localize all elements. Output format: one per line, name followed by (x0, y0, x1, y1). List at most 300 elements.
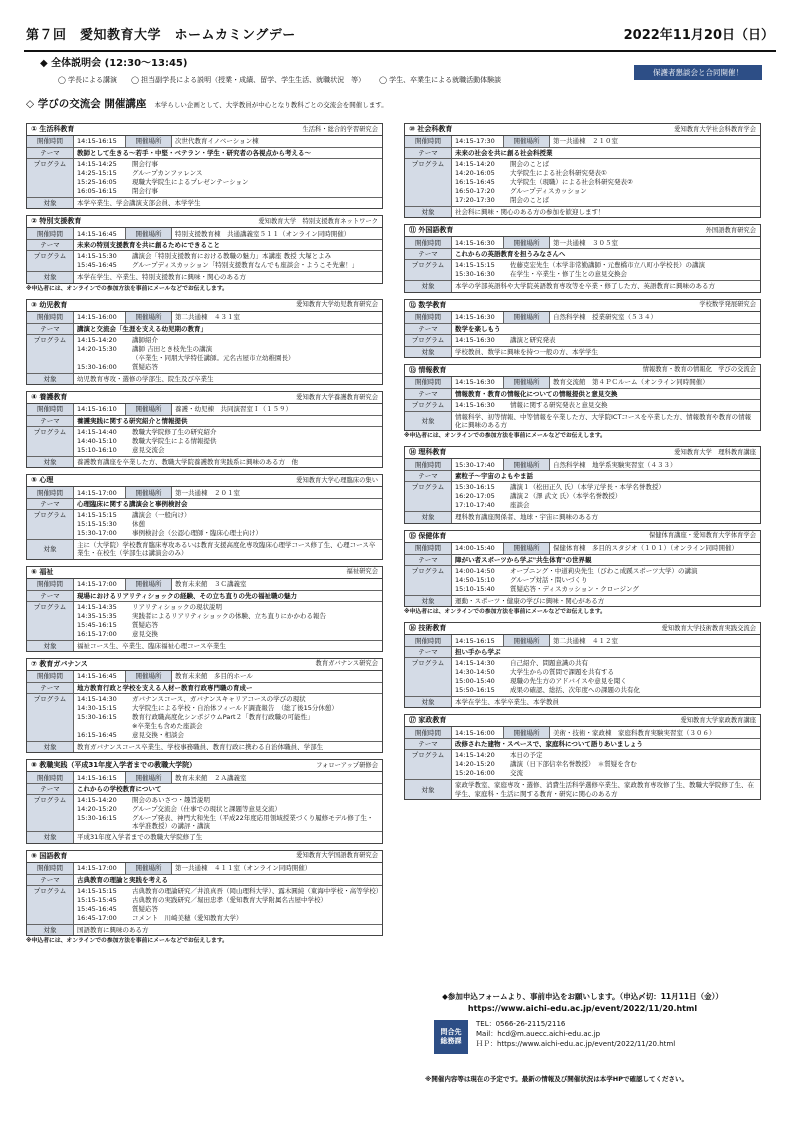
program-list (74, 886, 382, 924)
program-time: 14:20-15:30 (77, 344, 117, 353)
program-list (452, 482, 760, 511)
time-label: 開催時間 (27, 312, 74, 323)
theme-label: テーマ (27, 416, 74, 426)
target-label: 対象 (405, 697, 452, 707)
course-card (404, 714, 761, 799)
card-header (405, 300, 760, 312)
program-item (77, 187, 379, 196)
time-value: 14:15-16:45 (74, 671, 126, 682)
place-label: 開催場所 (126, 671, 172, 682)
course-organizer: 学校数学発展研究会 (699, 301, 756, 309)
program-time: 15:10-15:40 (455, 584, 495, 593)
program-content: 講演２（澤 武文 氏）（本学名誉教授） (510, 492, 622, 501)
target-label: 対象 (405, 281, 452, 291)
program-content: 講師紹介 (132, 335, 158, 344)
time-place-row (405, 377, 760, 388)
target-label: 対象 (27, 540, 74, 558)
program-content: 開会のことば (510, 160, 549, 169)
program-time: 15:30-16:15 (77, 712, 117, 721)
target-value: 主に（大学院）学校教育臨床専攻あるいは教育支援高度化専攻臨床心理学コース修了生、心理コース卒業生・在校生（学部生は講演会のみ） (77, 541, 376, 558)
place-value: 教育交流館 第４ＰＣルーム（オンライン同時開催） (553, 378, 709, 387)
theme-row (405, 388, 760, 399)
program-row (405, 749, 760, 779)
program-item (77, 363, 379, 372)
program-row (27, 426, 382, 456)
place-label: 開催場所 (504, 727, 550, 738)
place-label: 開催場所 (126, 136, 172, 147)
program-content: 情報に関する研究発表と意見交換 (510, 400, 608, 409)
contact-hp[interactable]: ＨＰ：https://www.aichi-edu.ac.jp/event/2022/11/20.html (476, 1039, 676, 1048)
program-time: 14:15-14:20 (77, 335, 117, 344)
course-card (404, 530, 761, 607)
card-header (27, 300, 382, 312)
program-item (455, 567, 757, 576)
time-place-row (405, 727, 760, 738)
program-content: グループ対話・問いづくり (510, 575, 588, 584)
target-row (27, 271, 382, 282)
theme-row (405, 323, 760, 334)
time-value: 14:15-16:10 (74, 404, 126, 415)
theme-row (27, 783, 382, 794)
place-value: 自然科学棟 授業研究室（５３４） (553, 312, 657, 321)
time-place-row (405, 543, 760, 554)
contact-mail[interactable]: Mail：hcd@m.auecc.aichi-edu.ac.jp (476, 1030, 601, 1039)
program-label: プログラム (405, 159, 452, 206)
time-place-row (405, 459, 760, 470)
program-time: 16:15-16:45 (77, 730, 117, 739)
course-name: ⑫ 数学教育 (409, 300, 447, 309)
program-content: 開会のあいさつ・趣旨説明 (132, 796, 210, 805)
program-list (74, 427, 382, 456)
place-value: 第一共通棟 ４１１室（オンライン同時開催） (175, 864, 312, 873)
target-row (27, 831, 382, 842)
program-row (405, 259, 760, 280)
program-content: 講師 吉田とき枝先生の講演 (132, 344, 213, 353)
course-card (26, 299, 383, 385)
course-name: ⑧ 教職実践（平成31年度入学者までの教職大学院） (31, 761, 197, 770)
program-time: 14:40-15:10 (77, 437, 117, 446)
time-value: 14:15-17:30 (452, 136, 504, 147)
theme-value: 数学を楽しもう (455, 324, 501, 333)
program-content: 質疑応答 (132, 362, 158, 371)
zentai-items (58, 76, 501, 85)
program-row (405, 334, 760, 346)
course-name: ⑰ 家政教育 (409, 716, 447, 725)
theme-row (27, 323, 382, 334)
target-value: 情報科学、初等情報、中等情報を卒業した方、大学院ICTコースを卒業した方、情報教育や教育の情報化に興味のある方 (455, 412, 752, 429)
time-value: 14:15-17:00 (74, 487, 126, 498)
course-organizer: 愛知教育大学 理科教育講座 (674, 448, 756, 456)
program-time (77, 354, 132, 363)
card-header (27, 392, 382, 404)
apply-url-link[interactable]: https://www.aichi-edu.ac.jp/event/2022/11/20.html (467, 1004, 698, 1014)
target-value: 本学在学生、本学卒業生、本学教員 (455, 698, 559, 707)
program-content: 質疑応答 (132, 904, 158, 913)
target-row (27, 924, 382, 935)
program-time: 15:15-15:45 (77, 895, 117, 904)
course-card (404, 446, 761, 523)
program-item (455, 401, 757, 410)
time-label: 開催時間 (405, 635, 452, 646)
online-note: ※申込者には、オンラインでの参加方法を事前にメールなどでお伝えします。 (26, 937, 228, 944)
program-list (74, 602, 382, 640)
program-content: 古典教育の実践研究／堀田忠孝（愛知教育大学附属名古屋中学校） (132, 895, 327, 904)
program-content: グループカンファレンス (132, 169, 203, 178)
program-item (455, 492, 757, 501)
card-header (27, 567, 382, 579)
time-place-row (405, 237, 760, 248)
program-row (27, 509, 382, 539)
target-value: 平成31年度入学者までの教職大学院修了生 (77, 833, 203, 842)
program-time: 14:15-14:20 (77, 796, 117, 805)
program-item (77, 354, 379, 363)
time-label: 開催時間 (405, 727, 452, 738)
program-item (77, 695, 379, 704)
program-list (74, 335, 382, 373)
program-item (77, 178, 379, 187)
theme-label: テーマ (27, 591, 74, 601)
program-content: 現職の先生方のアドバイスや意見を聞く (510, 677, 627, 686)
time-value: 14:15-16:30 (452, 312, 504, 323)
program-time: 15:30-16:00 (77, 362, 117, 371)
zentai-item: ◯ 担当副学長による説明（授業・成績、留学、学生生活、就職状況 等） (131, 76, 366, 84)
theme-row (405, 738, 760, 749)
program-time: 17:20-17:30 (455, 196, 495, 205)
theme-value: これからの英語教育を担うみなさんへ (455, 250, 566, 259)
course-organizer: 愛知教育大学心理臨床の集い (296, 476, 378, 484)
program-item (77, 796, 379, 805)
program-label: プログラム (27, 251, 74, 271)
section-subtitle: 本学らしい企画として、大学教員が中心となり教科ごとの交流会を開催します。 (154, 101, 388, 109)
theme-value: 地方教育行政と学校を支える人材ー教育行政専門職の育成ー (77, 683, 253, 692)
target-label: 対象 (27, 832, 74, 842)
program-list (452, 260, 760, 280)
program-item (77, 520, 379, 529)
program-time: 14:15-16:30 (455, 335, 495, 344)
program-content: 現職大学院生によるプレゼンテーション (132, 178, 249, 187)
time-place-row (27, 671, 382, 682)
program-label: プログラム (405, 658, 452, 696)
time-place-row (27, 228, 382, 239)
program-item (455, 169, 757, 178)
program-content: 質疑応答・ディスカッション・クロージング (510, 584, 639, 593)
place-label: 開催場所 (504, 237, 550, 248)
program-label: プログラム (27, 886, 74, 924)
program-item (455, 686, 757, 695)
target-value: 運動・スポーツ・健康の学びに興味・関心がある方 (455, 596, 605, 605)
course-card (26, 215, 383, 283)
target-value: 学校教員、数学に興味を持つ一般の方、本学学生 (455, 347, 598, 356)
program-content: 質疑応答 (132, 620, 158, 629)
target-row (27, 640, 382, 651)
section-title-text: ◇ 学びの交流会 開催講座 (26, 98, 147, 110)
program-item (455, 336, 757, 345)
time-place-row (405, 312, 760, 323)
theme-row (27, 498, 382, 509)
theme-value: 未来の特別支援教育を共に創るためにできること (77, 241, 220, 250)
program-time: 14:20-16:05 (455, 169, 495, 178)
place-value: 第一共通棟 ２１０室 (553, 137, 618, 146)
card-header (405, 124, 760, 136)
time-value: 14:15-17:00 (74, 579, 126, 590)
time-value: 14:15-16:30 (452, 377, 504, 388)
contact-info (476, 1020, 675, 1054)
theme-value: 素粒子〜宇宙のよもやま話 (455, 472, 533, 481)
course-name: ⑪ 外国語教育 (409, 226, 454, 235)
program-time: 15:15-15:30 (77, 520, 117, 529)
program-content: 実践者によるリアリティショックの体験、立ち直りにかかわる報告 (132, 611, 326, 620)
time-label: 開催時間 (27, 579, 74, 590)
target-row (27, 539, 382, 558)
target-value: 家政学教室、家庭専攻・選修、消費生活科学選修卒業生、家政教育専攻修了生、教職大学院修了生、在学生、家庭科・生活に関する教育・研究に関心のある方 (455, 781, 754, 798)
program-label: プログラム (405, 260, 452, 280)
time-place-row (27, 579, 382, 590)
program-time: 15:20-16:00 (455, 769, 495, 778)
target-row (405, 696, 760, 707)
program-content: 休憩 (132, 520, 145, 529)
place-label: 開催場所 (126, 579, 172, 590)
theme-row (405, 554, 760, 565)
program-item (77, 437, 379, 446)
program-label: プログラム (405, 750, 452, 779)
course-organizer: 愛知教育大学技術教育実践交流会 (661, 624, 756, 632)
program-time (77, 722, 132, 731)
program-item (77, 336, 379, 345)
program-time: 14:20-15:20 (77, 805, 117, 814)
time-label: 開催時間 (27, 136, 74, 147)
target-value: 福祉コース生、卒業生、臨床福祉心理コース卒業生 (77, 641, 226, 650)
theme-row (405, 147, 760, 158)
program-time: 15:45-16:45 (77, 261, 117, 270)
theme-label: テーマ (27, 324, 74, 334)
theme-row (27, 415, 382, 426)
time-label: 開催時間 (405, 237, 452, 248)
theme-value: 講演と交流会「生涯を支える幼児期の教育」 (77, 324, 207, 333)
card-header (27, 851, 382, 863)
place-value: 第二共通棟 ４１２室 (553, 636, 618, 645)
program-item (77, 914, 379, 923)
course-card (404, 622, 761, 708)
program-content: 意見交流会 (132, 446, 165, 455)
program-item (77, 805, 379, 814)
program-item (77, 722, 379, 731)
program-time: 15:45-16:45 (77, 904, 117, 913)
place-value: 特別支援教育棟 共通講義室５１１（オンライン同時開催） (175, 229, 351, 238)
target-row (405, 411, 760, 430)
program-item (77, 603, 379, 612)
program-list (452, 566, 760, 595)
program-list (452, 658, 760, 696)
target-row (405, 595, 760, 606)
target-row (405, 346, 760, 357)
theme-row (27, 239, 382, 250)
program-item (455, 769, 757, 778)
course-name: ⑮ 保健体育 (409, 531, 447, 540)
program-time: 16:15-16:45 (455, 178, 495, 187)
program-item (455, 677, 757, 686)
program-content: ※卒業生も含めた座談会 (132, 721, 203, 730)
course-organizer: 愛知教育大学国語教育研究会 (296, 852, 378, 860)
event-date: 2022年11月20日（日） (623, 28, 774, 43)
program-content: 閉会行事 (132, 187, 158, 196)
card-header (27, 659, 382, 671)
place-value: 養護・幼児棟 共同演習室Ｉ（１５９） (175, 405, 292, 414)
target-row (27, 373, 382, 384)
program-item (77, 896, 379, 905)
program-list (74, 159, 382, 197)
theme-label: テーマ (405, 471, 452, 481)
place-value: 第一共通棟 ２０１室 (175, 488, 240, 497)
program-time: 16:45-17:00 (77, 913, 117, 922)
time-value: 14:15-17:00 (74, 863, 126, 874)
program-time: 14:15-16:30 (455, 400, 495, 409)
theme-label: テーマ (405, 389, 452, 399)
program-time: 14:15-15:15 (77, 886, 117, 895)
card-header (405, 225, 760, 237)
program-content: 大学院生による社会科研究発表① (510, 169, 607, 178)
course-card (26, 123, 383, 209)
program-content: オープニング・中道莉央先生（びわこ成蹊スポーツ大学）の講演 (510, 566, 698, 575)
contact-tel: TEL：0566-26-2115/2116 (476, 1020, 566, 1029)
theme-row (405, 646, 760, 657)
program-time: 15:00-15:40 (455, 677, 495, 686)
program-time: 14:15-14:20 (455, 751, 495, 760)
course-card (26, 566, 383, 652)
program-content: 本日の予定 (510, 751, 543, 760)
program-content: 講演会（一般向け） (132, 511, 191, 520)
place-label: 開催場所 (504, 312, 550, 323)
program-content: 在学生・卒業生・修了生との意見交換会 (510, 270, 627, 279)
program-list (74, 251, 382, 271)
target-label: 対象 (27, 641, 74, 651)
right-column (404, 123, 761, 806)
course-card (404, 224, 761, 292)
course-name: ② 特別支援教育 (31, 217, 82, 226)
theme-row (405, 248, 760, 259)
program-item (77, 446, 379, 455)
program-content: 講演会「特別支援教育における教職の魅力」本講座 教授 大塚とよみ (132, 252, 332, 261)
program-list (452, 335, 760, 346)
program-time: 14:15-14:20 (455, 160, 495, 169)
program-content: 成果の確認、総括、次年度への課題の共有化 (510, 686, 640, 695)
program-item (77, 814, 379, 830)
program-content: 事例検討会（公認心理師・臨床心理士向け） (132, 529, 262, 538)
program-time: 14:15-14:30 (455, 659, 495, 668)
program-label: プログラム (27, 159, 74, 197)
time-place-row (405, 136, 760, 147)
time-label: 開催時間 (27, 863, 74, 874)
time-label: 開催時間 (405, 543, 452, 554)
program-label: プログラム (27, 510, 74, 539)
place-value: 第二共通棟 ４３１室 (175, 313, 240, 322)
place-label: 開催場所 (504, 136, 550, 147)
contact-block (434, 1020, 761, 1054)
program-content: 自己紹介、問題意識の共有 (510, 659, 588, 668)
theme-label: テーマ (405, 555, 452, 565)
program-item (77, 612, 379, 621)
program-item (455, 576, 757, 585)
program-list (74, 510, 382, 539)
program-item (455, 585, 757, 594)
time-label: 開催時間 (27, 228, 74, 239)
time-label: 開催時間 (27, 487, 74, 498)
target-label: 対象 (27, 457, 74, 467)
contact-badge-line: 問合先 (440, 1028, 462, 1037)
program-content: 交流 (510, 769, 523, 778)
program-item (455, 501, 757, 510)
program-label: プログラム (27, 427, 74, 456)
program-row (27, 794, 382, 831)
program-item (455, 270, 757, 279)
program-content: 大学生からの質問で課題を共有する (510, 668, 614, 677)
time-value: 14:15-16:45 (74, 228, 126, 239)
program-time: 14:25-15:15 (77, 169, 117, 178)
target-value: 本学在学生、卒業生、特別支援教育に興味・関心のある方 (77, 273, 246, 282)
card-header (405, 365, 760, 377)
program-time: 14:15-14:40 (77, 428, 117, 437)
program-item (77, 345, 379, 354)
time-label: 開催時間 (27, 772, 74, 783)
target-value: 国語教育に興味のある方 (77, 925, 149, 934)
apply-instruction: ◆参加申込フォームより、事前申込をお願いします。（申込〆切：11月11日（金）） (442, 992, 723, 1001)
theme-value: 未来の社会を共に創る社会科授業 (455, 149, 553, 157)
course-organizer: フォローアップ研修会 (316, 761, 378, 769)
target-row (27, 456, 382, 467)
program-time: 15:30-16:30 (455, 270, 495, 279)
place-label: 開催場所 (504, 543, 550, 554)
target-row (27, 741, 382, 752)
time-value: 14:15-16:00 (74, 312, 126, 323)
course-organizer: 愛知教育大学社会科教育学会 (674, 125, 756, 133)
program-item (77, 731, 379, 740)
online-note: ※申込者には、オンラインでの参加方法を事前にメールなどでお伝えします。 (404, 433, 606, 440)
theme-value: 養護実践に関する研究紹介と情報提供 (77, 416, 188, 425)
target-label: 対象 (405, 412, 452, 430)
zentai-heading: ◆ 全体説明会 (12:30〜13:45) (40, 58, 188, 69)
course-name: ⑨ 国語教育 (31, 851, 68, 860)
place-label: 開催場所 (504, 377, 550, 388)
place-value: 教育未来館 ２Ａ講義室 (175, 773, 247, 782)
program-time: 15:50-16:15 (455, 686, 495, 695)
program-content: コメント 川崎美穂（愛知教育大学） (132, 913, 243, 922)
card-header (405, 715, 760, 727)
time-value: 14:15-16:00 (452, 727, 504, 738)
program-content: （卒業生・同朋大学特任講師。元名古屋市立幼稚園長） (132, 353, 295, 362)
card-header (27, 475, 382, 487)
course-organizer: 愛知教育大学 特別支援教育ネットワーク (258, 217, 378, 225)
place-label: 開催場所 (126, 312, 172, 323)
course-card (26, 474, 383, 559)
program-row (405, 158, 760, 206)
program-row (405, 399, 760, 411)
program-row (405, 657, 760, 696)
program-label: プログラム (27, 694, 74, 741)
program-time: 16:15-17:00 (77, 629, 117, 638)
place-value: 教育未来館 ３Ｃ講義室 (175, 580, 247, 589)
theme-label: テーマ (27, 240, 74, 250)
card-header (27, 216, 382, 228)
target-value: 養護教育講座を卒業した方、教職大学院養護教育実践系に興味のある方 他 (77, 458, 298, 467)
course-organizer: 愛知教育大学養護教育研究会 (296, 393, 378, 401)
course-name: ⑬ 情報教育 (409, 365, 447, 374)
target-row (405, 206, 760, 217)
time-value: 14:15-16:30 (452, 237, 504, 248)
place-value: 保健体育棟 多目的スタジオ（１０１）（オンライン同時開催） (553, 544, 739, 553)
theme-row (405, 470, 760, 481)
program-item (455, 668, 757, 677)
place-value: 美術・技術・家政棟 家庭科教育実験実習室（３０６） (553, 728, 716, 737)
theme-value: 心理臨床に関する講演会と事例検討会 (77, 500, 188, 509)
